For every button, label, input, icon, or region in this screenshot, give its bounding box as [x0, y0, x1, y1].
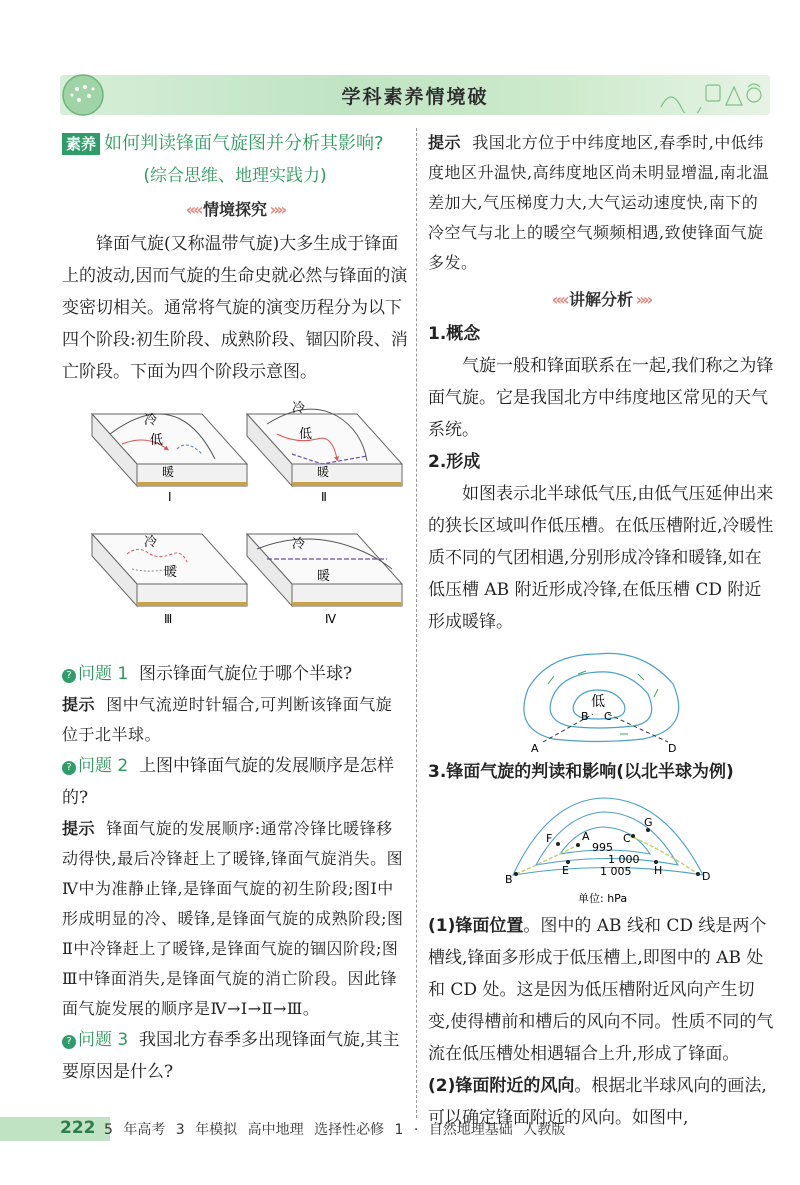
subsection-formation-title: 2.形成: [428, 452, 481, 472]
question-icon: ?: [62, 669, 76, 683]
stage-3-label: Ⅲ: [164, 612, 173, 626]
svg-text:暖: 暖: [317, 465, 330, 479]
cyclone-stages-figure: [62, 394, 408, 656]
stage-2-label: Ⅱ: [321, 490, 327, 504]
svg-text:1 000: 1 000: [608, 853, 640, 866]
paragraph-wind-direction: (2)锋面附近的风向。根据北半球风向的画法,可以确定锋面附近的风向。如图中,: [428, 1076, 767, 1128]
svg-text:冷: 冷: [292, 401, 306, 416]
pressure-unit-label: 单位: hPa: [578, 892, 628, 905]
svg-text:B: B: [581, 710, 589, 723]
section-banner: [60, 75, 770, 115]
svg-text:冷: 冷: [144, 535, 158, 550]
competency-question: 如何判读锋面气旋图并分析其影响?: [104, 133, 384, 154]
svg-text:冷: 冷: [144, 413, 158, 428]
competency-tag: 素养: [62, 133, 100, 155]
svg-text:H: H: [654, 864, 663, 877]
svg-text:冷: 冷: [292, 537, 306, 552]
intro-paragraph: 锋面气旋(又称温带气旋)大多生成于锋面上的波动,因而气旋的生命史就必然与锋面的演变密切相关。通常将气旋的演变历程分为以下四个阶段:初生阶段、成熟阶段、锢囚阶段、消亡阶段。下面为四个阶段示意图。: [62, 234, 408, 382]
svg-text:A: A: [582, 830, 590, 843]
subsection-interpretation-title: 3.锋面气旋的判读和影响(以北半球为例): [428, 762, 734, 782]
left-column: [62, 128, 408, 1088]
svg-text:低: 低: [150, 433, 164, 448]
banner-title: 学科素养情境破: [341, 86, 489, 108]
stage-1-block: [92, 412, 247, 504]
svg-text:低: 低: [299, 427, 313, 442]
section-heading-scenario: «« 情境探究 »»: [185, 200, 285, 219]
svg-text:A: A: [531, 742, 539, 754]
paragraph-front-position: (1)锋面位置。图中的 AB 线和 CD 线是两个槽线,锋面多形成于低压槽上,即图中的 AB 处和 CD 处。这是因为低压槽附近风向产生切变,使得槽前和槽后的风向不同。性质不同的气流在低压槽处相遇辐合上升,形成了锋面。: [428, 916, 774, 1064]
svg-text:暖: 暖: [317, 569, 331, 584]
question-3: ? 问题 3 我国北方春季多出现锋面气旋,其主要原因是什么?: [62, 1030, 400, 1082]
svg-text:995: 995: [592, 841, 613, 854]
frontal-cyclone-isobar-figure: [428, 790, 774, 910]
svg-text:C: C: [623, 832, 631, 845]
footer-book-title: 5 年高考 3 年模拟 高中地理 选择性必修 1 · 自然地理基础 人教版: [104, 1122, 566, 1138]
question-icon: ?: [62, 1035, 76, 1049]
low-pressure-trough-figure: [428, 644, 774, 754]
stage-2-block: [247, 400, 402, 504]
stage-4-label: Ⅳ: [325, 612, 337, 626]
svg-text:B: B: [505, 873, 513, 886]
stage-1-label: Ⅰ: [168, 490, 172, 504]
svg-text:低: 低: [591, 694, 605, 710]
svg-text:F: F: [546, 832, 553, 845]
svg-text:D: D: [702, 870, 711, 883]
doodle-decoration-icon: [656, 77, 766, 113]
svg-text:暖: 暖: [164, 565, 178, 580]
section-heading-analysis: «« 讲解分析 »»: [551, 290, 651, 309]
hint-1: 提示 图中气流逆时针辐合,可判断该锋面气旋位于北半球。: [62, 695, 393, 744]
subsection-concept-title: 1.概念: [428, 324, 481, 344]
hint-2: 提示 锋面气旋的发展顺序:通常冷锋比暖锋移动得快,最后冷锋赶上了暖锋,锋面气旋消失。图Ⅳ中为准静止锋,是锋面气旋的初生阶段;图Ⅰ中形成明显的冷、暖锋,是锋面气旋的成熟阶段;图Ⅱ中冷锋赶上了暖锋,是锋面气旋的锢囚阶段;图Ⅲ中锋面消失,是锋面气旋的消亡阶段。因此锋面气旋发展的顺序是Ⅳ→Ⅰ→Ⅱ→Ⅲ。: [62, 819, 404, 1018]
question-2: ? 问题 2 上图中锋面气旋的发展顺序是怎样的?: [62, 756, 395, 808]
svg-text:D: D: [668, 742, 677, 754]
column-divider: [416, 128, 417, 1118]
svg-text:1 005: 1 005: [600, 865, 632, 878]
svg-text:C: C: [604, 710, 612, 723]
svg-text:E: E: [562, 864, 569, 877]
page-number: 222: [60, 1118, 96, 1138]
question-1: ? 问题 1 图示锋面气旋位于哪个半球?: [62, 658, 408, 690]
svg-text:G: G: [644, 816, 653, 829]
subsection-concept-text: 气旋一般和锋面联系在一起,我们称之为锋面气旋。它是我国北方中纬度地区常见的天气系统。: [428, 356, 774, 440]
svg-text:暖: 暖: [162, 465, 175, 479]
competency-heading: [62, 128, 408, 160]
question-icon: ?: [62, 761, 76, 775]
stage-4-block: [247, 534, 402, 626]
stage-3-block: [92, 534, 247, 626]
competency-subtitle: (综合思维、地理实践力): [143, 166, 327, 186]
hint-3: 提示 我国北方位于中纬度地区,春季时,中低纬度地区升温快,高纬度地区尚未明显增温,南北温差加大,气压梯度力大,大气运动速度快,南下的冷空气与北上的暖空气频频相遇,致使锋面气旋多发。: [428, 133, 770, 272]
page-footer: [0, 1113, 800, 1143]
subsection-formation-text: 如图表示北半球低气压,由低气压延伸出来的狭长区域叫作低压槽。在低压槽附近,冷暖性质不同的气团相遇,分别形成冷锋和暖锋,如在低压槽 AB 附近形成冷锋,在低压槽 CD 附近形成暖锋。: [428, 484, 774, 632]
right-column: [428, 128, 774, 1134]
